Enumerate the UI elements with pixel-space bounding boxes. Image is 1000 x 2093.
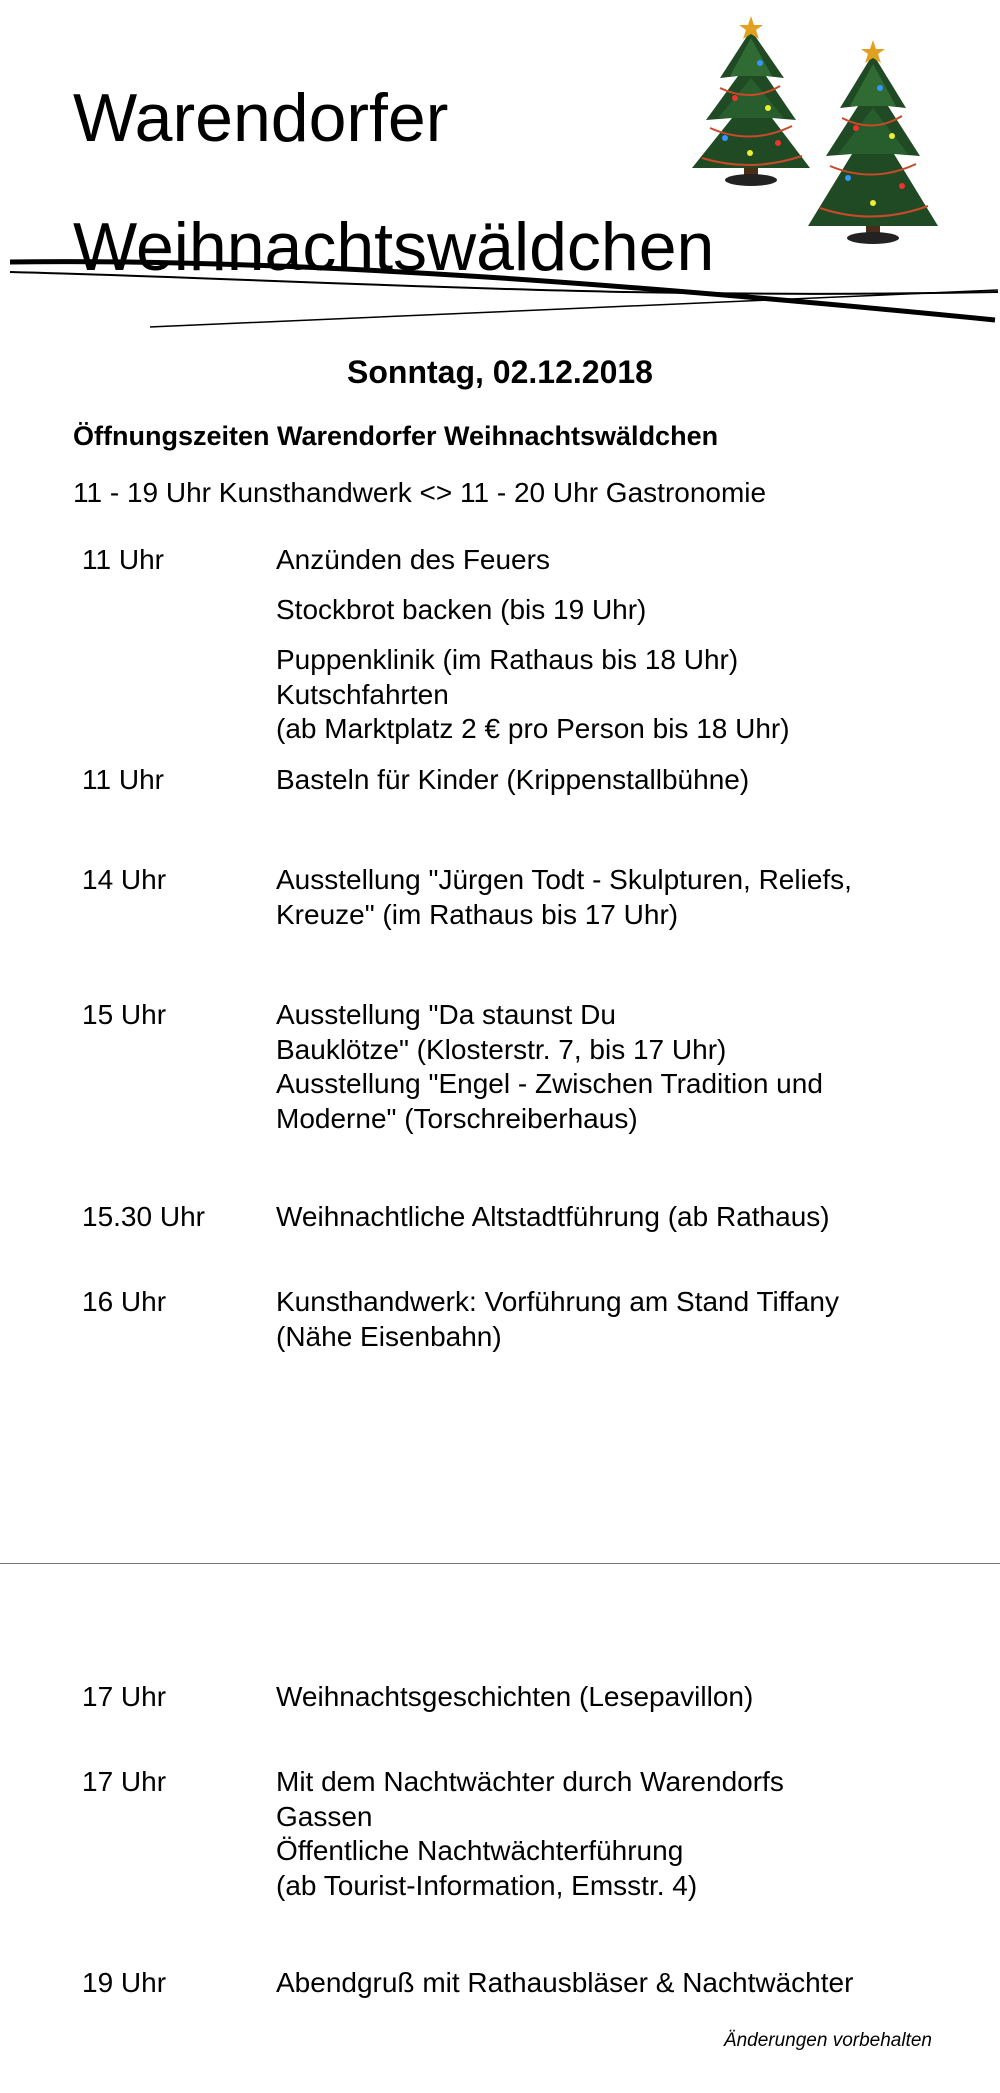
schedule-entry <box>276 1200 830 1235</box>
schedule-entry <box>276 998 823 1136</box>
schedule-entry-line: Kreuze" (im Rathaus bis 17 Uhr) <box>276 898 679 930</box>
schedule-entry <box>276 1285 839 1354</box>
schedule-entry-line: Basteln für Kinder (Krippenstallbühne) <box>276 764 750 795</box>
schedule-entry-line: Mit dem Nachtwächter durch Warendorfs <box>276 1766 784 1797</box>
schedule-time: 17 Uhr <box>82 1681 167 1712</box>
schedule-entry <box>276 1680 753 1715</box>
schedule-time: 19 Uhr <box>82 1967 167 1998</box>
schedule-entry-line: Kutschfahrten <box>276 678 449 710</box>
opening-hours-text: 11 - 19 Uhr Kunsthandwerk <> 11 - 20 Uhr Gastronomie <box>73 477 767 508</box>
schedule-entry-line: Öffentliche Nachtwächterführung <box>276 1835 684 1866</box>
schedule-entry <box>276 1966 853 2001</box>
event-date: Sonntag, 02.12.2018 <box>347 354 653 390</box>
christmas-trees-illustration <box>680 8 980 248</box>
opening-hours-heading: Öffnungszeiten Warendorfer Weihnachtswäldchen <box>73 421 719 451</box>
title-line-1: Warendorfer <box>73 80 449 156</box>
schedule-entry <box>276 763 749 798</box>
page-divider <box>0 1563 1000 1564</box>
schedule-entry-line: Ausstellung "Da staunst Du <box>276 999 616 1030</box>
schedule-entry <box>276 593 646 628</box>
schedule-entry <box>276 543 550 578</box>
schedule-entry-line: Kunsthandwerk: Vorführung am Stand Tiffany <box>276 1286 839 1317</box>
schedule-entry-line: Puppenklinik (im Rathaus bis 18 Uhr) <box>276 644 739 675</box>
schedule-entry <box>276 643 790 747</box>
schedule-entry-line: (Nähe Eisenbahn) <box>276 1320 502 1352</box>
schedule-time: 16 Uhr <box>82 1286 167 1317</box>
schedule-entry-line: Ausstellung "Engel - Zwischen Tradition und <box>276 1068 823 1099</box>
schedule-time: 17 Uhr <box>82 1766 167 1797</box>
schedule-entry-line: Weihnachtsgeschichten (Lesepavillon) <box>276 1681 754 1712</box>
schedule-time: 14 Uhr <box>82 864 167 895</box>
schedule-entry-line: Abendgruß mit Rathausbläser & Nachtwächter <box>276 1967 854 1998</box>
schedule-entry <box>276 863 852 932</box>
schedule-entry-line: Gassen <box>276 1800 373 1832</box>
schedule-time: 15 Uhr <box>82 999 167 1030</box>
schedule-entry <box>276 1765 784 1903</box>
schedule-entry-line: Anzünden des Feuers <box>276 544 550 575</box>
schedule-entry-line: Weihnachtliche Altstadtführung (ab Rathaus) <box>276 1201 830 1232</box>
schedule-time: 15.30 Uhr <box>82 1201 205 1232</box>
schedule-entry-line: Stockbrot backen (bis 19 Uhr) <box>276 594 647 625</box>
christmas-tree-icon <box>808 40 938 244</box>
schedule-entry-line: (ab Tourist-Information, Emsstr. 4) <box>276 1869 698 1901</box>
schedule-time: 11 Uhr <box>82 764 164 795</box>
schedule-time: 11 Uhr <box>82 544 164 575</box>
changes-reserved-note: Änderungen vorbehalten <box>723 2030 932 2051</box>
schedule-entry-line: Ausstellung "Jürgen Todt - Skulpturen, Reliefs, <box>276 864 852 895</box>
schedule-entry-line: (ab Marktplatz 2 € pro Person bis 18 Uhr) <box>276 713 790 744</box>
title-line-2: Weihnachtswäldchen <box>73 209 715 285</box>
schedule-entry-line: Bauklötze" (Klosterstr. 7, bis 17 Uhr) <box>276 1033 727 1065</box>
christmas-tree-icon <box>692 16 810 186</box>
schedule-entry-line: Moderne" (Torschreiberhaus) <box>276 1102 638 1134</box>
